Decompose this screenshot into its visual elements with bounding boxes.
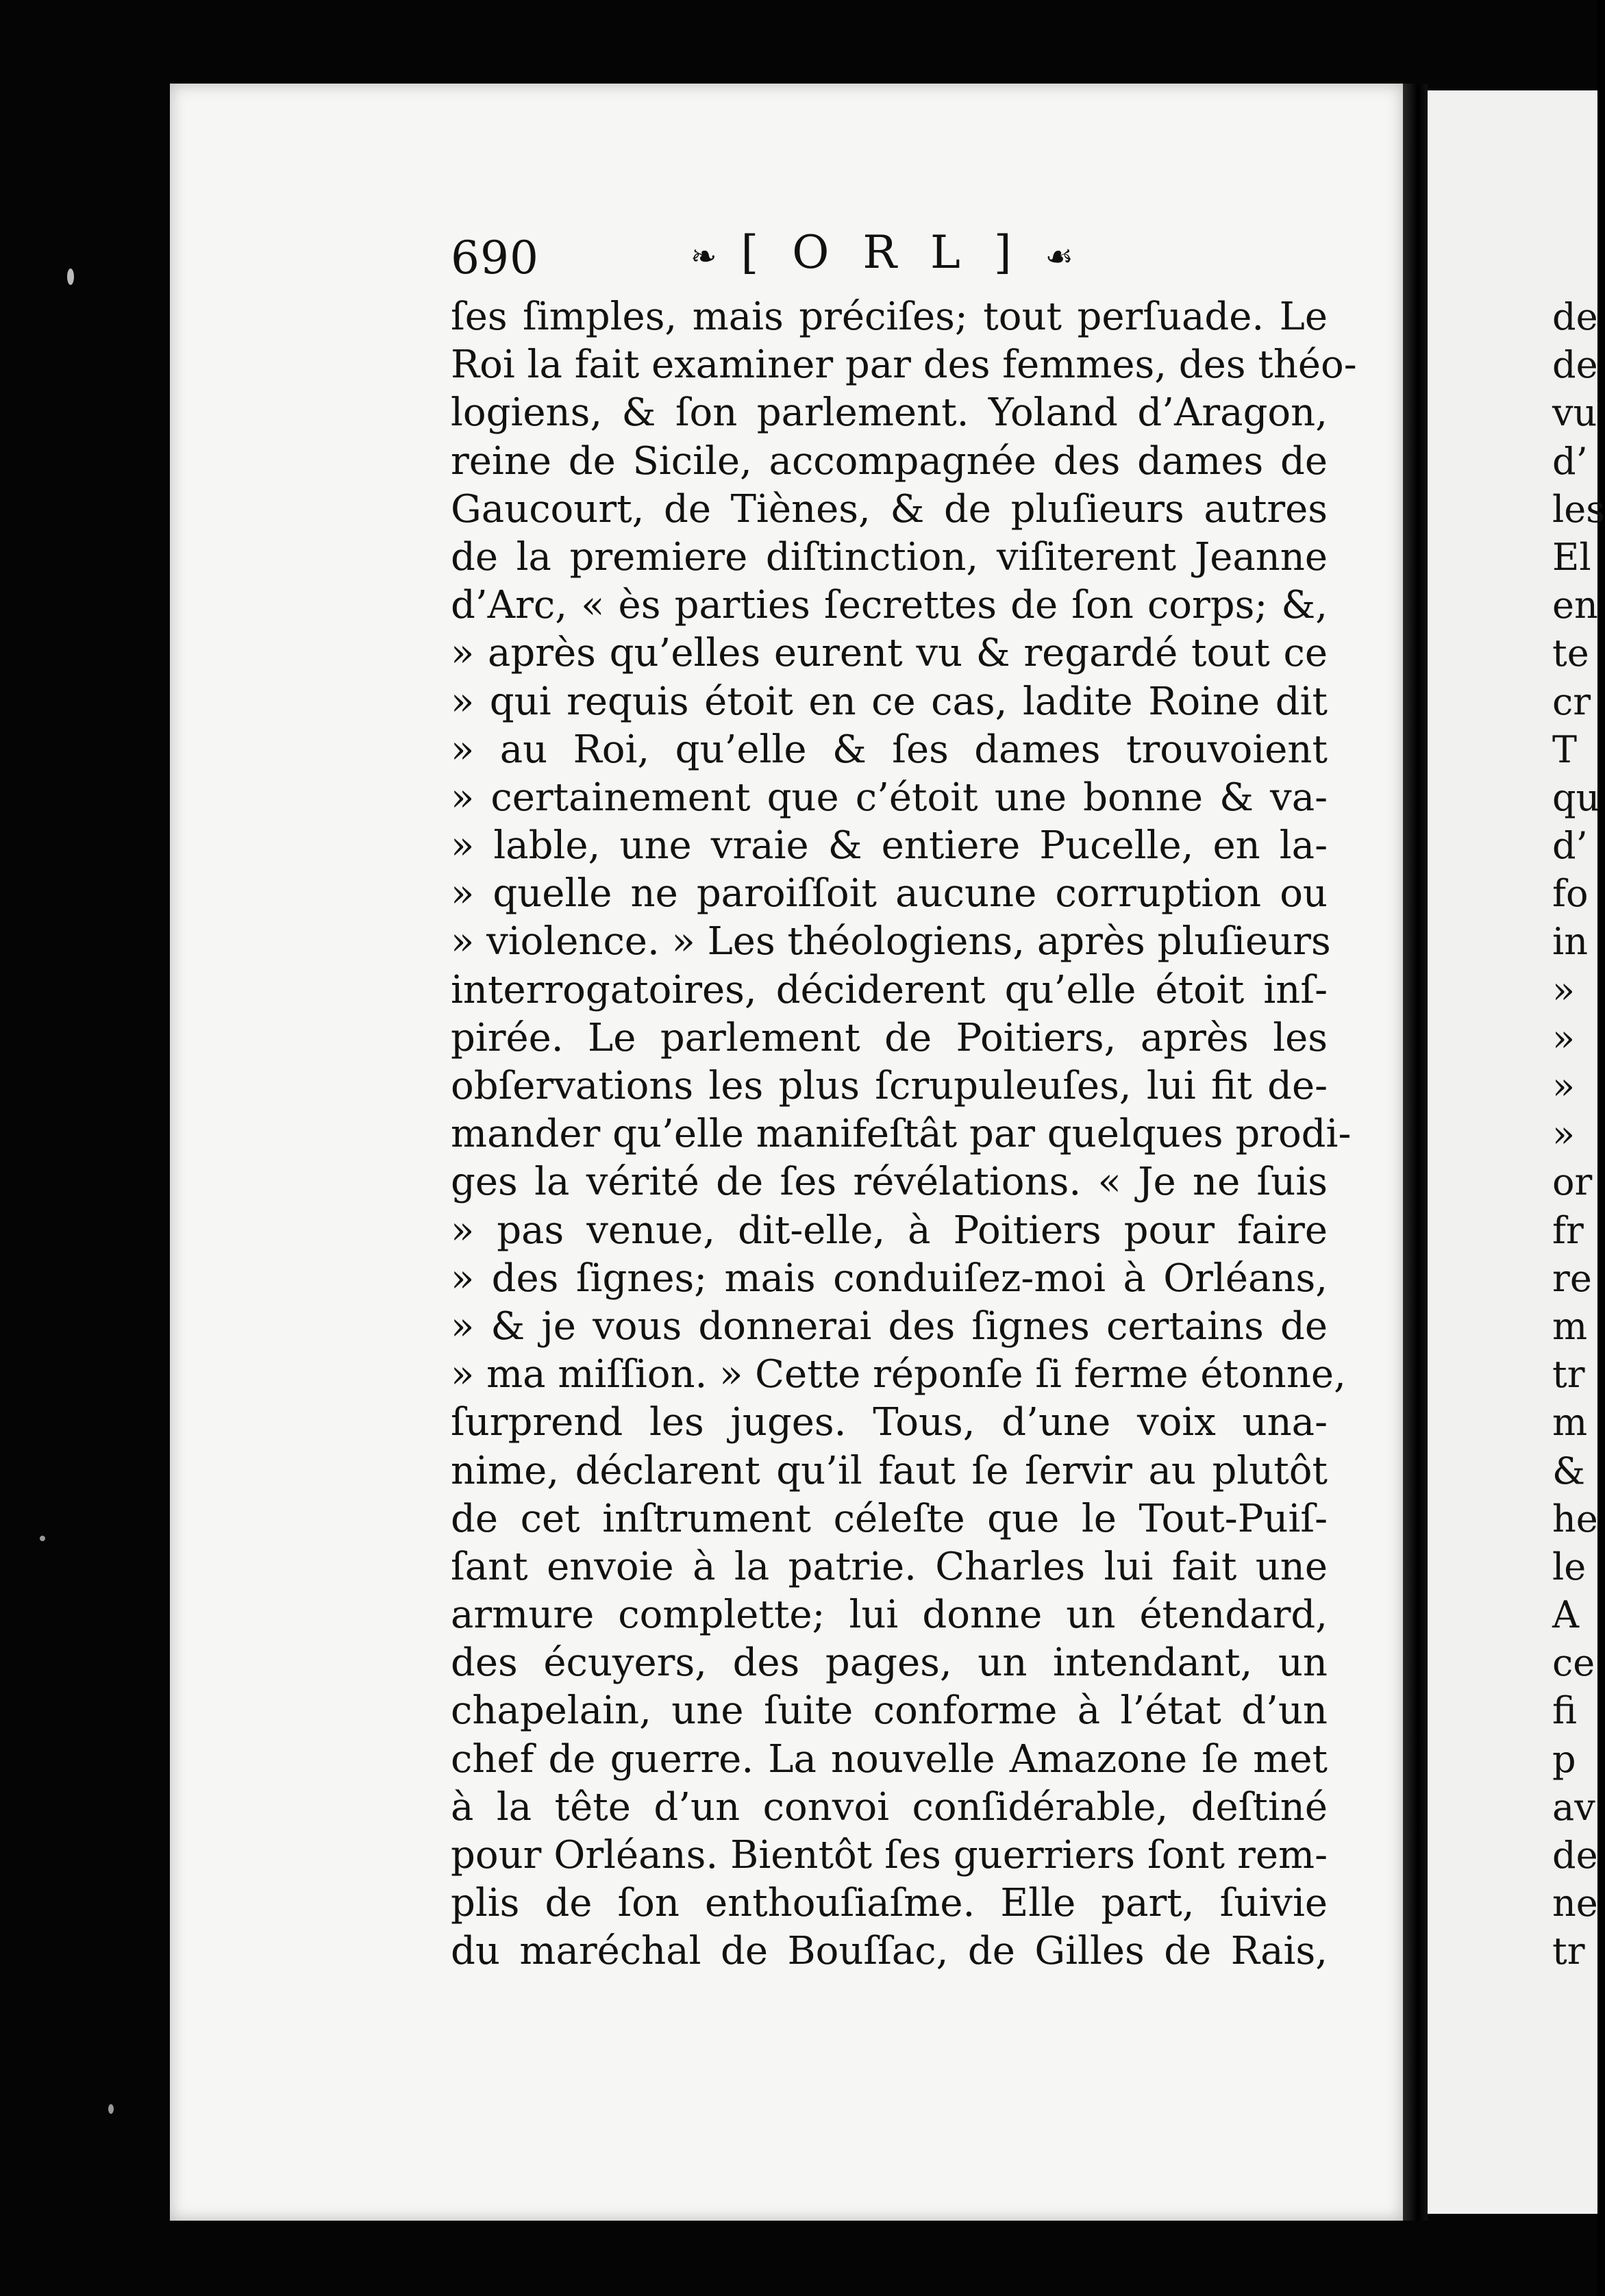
text-line: reine de Sicile, accompagnée des dames de — [451, 438, 1328, 484]
text-line: ges la vérité de ſes révélations. « Je ne ſuis — [451, 1160, 1328, 1205]
running-head-title: [ O R L ] — [741, 226, 1021, 279]
text-line: » certainement que c’étoit une bonne & va- — [451, 775, 1328, 820]
text-line: » quelle ne paroiſſoit aucune corruption ou — [451, 871, 1328, 916]
text-line: de la premiere diſtinction, viſiterent Jeanne — [451, 534, 1328, 579]
text-line: » après qu’elles eurent vu & regardé tout ce — [451, 631, 1328, 676]
facing-page-fragment: or — [1552, 1160, 1593, 1204]
facing-page-fragment: av — [1552, 1785, 1595, 1829]
facing-page-fragment: le — [1552, 1545, 1587, 1588]
text-line: logiens, & ſon parlement. Yoland d’Aragon, — [451, 390, 1328, 436]
text-line: Gaucourt, de Tiènes, & de pluſieurs autres — [451, 486, 1328, 532]
facing-page-fragment: p — [1552, 1737, 1576, 1781]
fleuron-ornament-icon: ❧ — [690, 238, 717, 275]
facing-page-fragment: te — [1552, 632, 1589, 675]
text-line: » au Roi, qu’elle & ſes dames trouvoient — [451, 727, 1328, 772]
text-line: » qui requis étoit en ce cas, ladite Roine dit — [451, 679, 1328, 724]
facing-page-fragment: » — [1552, 968, 1576, 1012]
text-line: chapelain, une ſuite conforme à l’état d’un — [451, 1688, 1328, 1734]
page-header — [451, 226, 1328, 288]
facing-page-fragment: he — [1552, 1497, 1598, 1540]
facing-page-fragment: fo — [1552, 872, 1589, 916]
facing-page-fragment: » — [1552, 1064, 1576, 1108]
facing-page-fragment: in — [1552, 920, 1589, 964]
text-line: obſervations les plus ſcrupuleuſes, lui fit de- — [451, 1064, 1328, 1108]
facing-page-fragment: de — [1552, 295, 1598, 338]
facing-page-fragment: de — [1552, 1834, 1598, 1877]
facing-page-fragment: tr — [1552, 1930, 1585, 1973]
text-line: » & je vous donnerai des ſignes certains de — [451, 1303, 1328, 1349]
text-line: » pas venue, dit-elle, à Poitiers pour faire — [451, 1208, 1328, 1253]
facing-page-fragment: m — [1552, 1304, 1588, 1348]
facing-page-fragment: » — [1552, 1016, 1576, 1060]
text-line: pirée. Le parlement de Poitiers, après les — [451, 1015, 1328, 1060]
text-line: ſes ſimples, mais préciſes; tout perſuade. Le — [451, 295, 1328, 339]
facing-page-fragment: A — [1552, 1593, 1579, 1637]
facing-page-fragment: d’ — [1552, 824, 1588, 868]
running-head — [690, 226, 1073, 279]
facing-page-fragment: de — [1552, 343, 1598, 387]
facing-page-fragment: cr — [1552, 679, 1591, 723]
page-number: 690 — [451, 232, 539, 284]
facing-page-fragment: & — [1552, 1449, 1586, 1493]
text-line: à la tête d’un convoi conſidérable, deſtiné — [451, 1784, 1328, 1830]
facing-page-fragment: ce — [1552, 1641, 1595, 1685]
fleuron-ornament-icon: ☙ — [1045, 238, 1073, 275]
text-line: des écuyers, des pages, un intendant, un — [451, 1640, 1328, 1686]
facing-page-fragment: T — [1552, 727, 1578, 771]
facing-page-fragment: El — [1552, 535, 1591, 579]
facing-page-fragment: » — [1552, 1112, 1576, 1156]
facing-page-text — [1552, 293, 1605, 1976]
text-line: Roi la fait examiner par des femmes, des théo- — [451, 342, 1357, 388]
scan-speck — [67, 269, 74, 285]
text-line: mander qu’elle manifeſtât par quelques prodi- — [451, 1112, 1352, 1157]
facing-page-fragment: fr — [1552, 1208, 1584, 1252]
text-line: » lable, une vraie & entiere Pucelle, en la- — [451, 823, 1328, 869]
facing-page-fragment: en — [1552, 584, 1598, 627]
text-line: chef de guerre. La nouvelle Amazone ſe met — [451, 1736, 1328, 1782]
facing-page-fragment: fi — [1552, 1689, 1578, 1733]
text-line: » ma miſſion. » Cette réponſe ſi ferme étonne, — [451, 1352, 1346, 1397]
facing-page-fragment: tr — [1552, 1353, 1585, 1397]
facing-page-fragment: les — [1552, 487, 1605, 531]
scan-speck — [40, 1536, 45, 1541]
facing-page-fragment: m — [1552, 1401, 1588, 1445]
text-line: ſant envoie à la patrie. Charles lui fait une — [451, 1544, 1328, 1589]
facing-page-fragment: qu — [1552, 775, 1600, 819]
text-line: du maréchal de Bouſſac, de Gilles de Rais, — [451, 1929, 1328, 1974]
text-line: interrogatoires, déciderent qu’elle étoit inſ- — [451, 967, 1328, 1012]
facing-page-fragment: d’ — [1552, 439, 1588, 483]
text-line: nime, déclarent qu’il faut ſe ſervir au plutôt — [451, 1448, 1328, 1493]
text-line: » violence. » Les théologiens, après pluſieurs — [451, 919, 1331, 964]
text-line: de cet inſtrument céleſte que le Tout-Puiſ- — [451, 1496, 1328, 1541]
scan-speck — [108, 2104, 114, 2114]
book-gutter — [1403, 84, 1428, 2221]
facing-page-fragment: vu — [1552, 391, 1597, 435]
body-text — [451, 293, 1357, 1976]
facing-page-fragment: re — [1552, 1256, 1592, 1300]
text-line: armure complette; lui donne un étendard, — [451, 1593, 1328, 1638]
text-line: » des ſignes; mais conduiſez-moi à Orléans, — [451, 1256, 1328, 1301]
text-line: ſurprend les juges. Tous, d’une voix una- — [451, 1400, 1328, 1445]
text-line: plis de ſon enthouſiaſme. Elle part, ſuivie — [451, 1881, 1328, 1926]
text-line: d’Arc, « ès parties ſecrettes de ſon corps; &, — [451, 583, 1328, 628]
text-line: pour Orléans. Bientôt ſes guerriers ſont rem- — [451, 1833, 1328, 1877]
facing-page-fragment: ne — [1552, 1882, 1598, 1925]
